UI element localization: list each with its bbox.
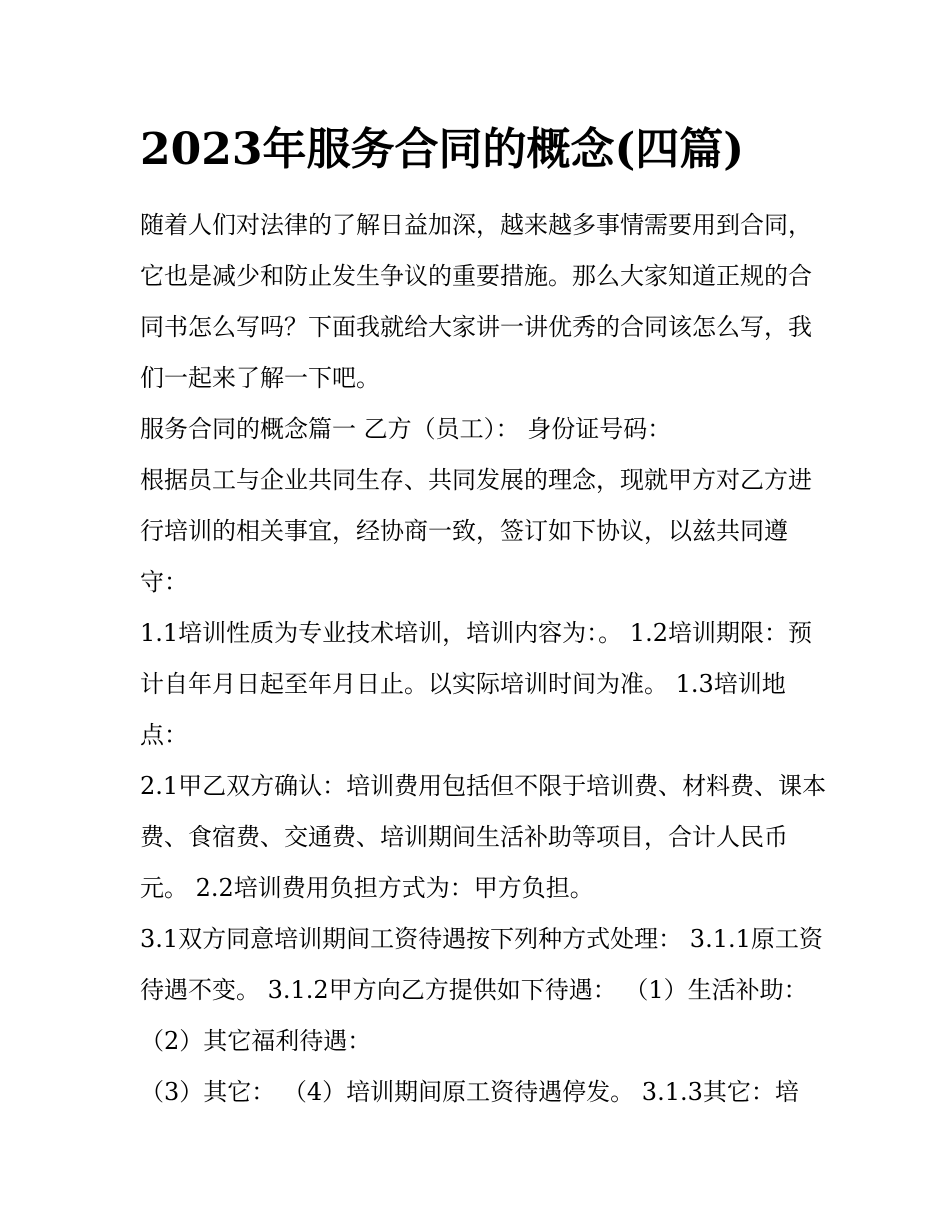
paragraph-clause-3: 3.1双方同意培训期间工资待遇按下列种方式处理： 3.1.1原工资待遇不变。 3.1.2甲方向乙方提供如下待遇： （1）生活补助： （2）其它福利待遇： (140, 925, 823, 1055)
paragraph-intro: 随着人们对法律的了解日益加深，越来越多事情需要用到合同，它也是减少和防止发生争议的重要措施。那么大家知道正规的合同书怎么写吗？下面我就给大家讲一讲优秀的合同该怎么写，我们一起来了解一下吧。 (140, 211, 812, 392)
paragraph-agreement-basis: 根据员工与企业共同生存、共同发展的理念，现就甲方对乙方进行培训的相关事宜，经协商一致，签订如下协议，以兹共同遵守： (140, 466, 812, 596)
document-body (140, 200, 830, 1118)
paragraph-clause-2: 2.1甲乙双方确认：培训费用包括但不限于培训费、材料费、课本费、食宿费、交通费、培训期间生活补助等项目，合计人民币元。 2.2培训费用负担方式为：甲方负担。 (140, 772, 827, 902)
paragraph-clause-1: 1.1培训性质为专业技术培训，培训内容为：。 1.2培训期限：预计自年月日起至年月日止。以实际培训时间为准。 1.3培训地点： (140, 619, 812, 749)
paragraph-party-b: 服务合同的概念篇一 乙方（员工）： 身份证号码： (140, 415, 672, 443)
paragraph-clause-3-continued: （3）其它： （4）培训期间原工资待遇停发。 3.1.3其它：培 (140, 1078, 799, 1106)
document-title: 2023年服务合同的概念(四篇) (140, 124, 745, 175)
